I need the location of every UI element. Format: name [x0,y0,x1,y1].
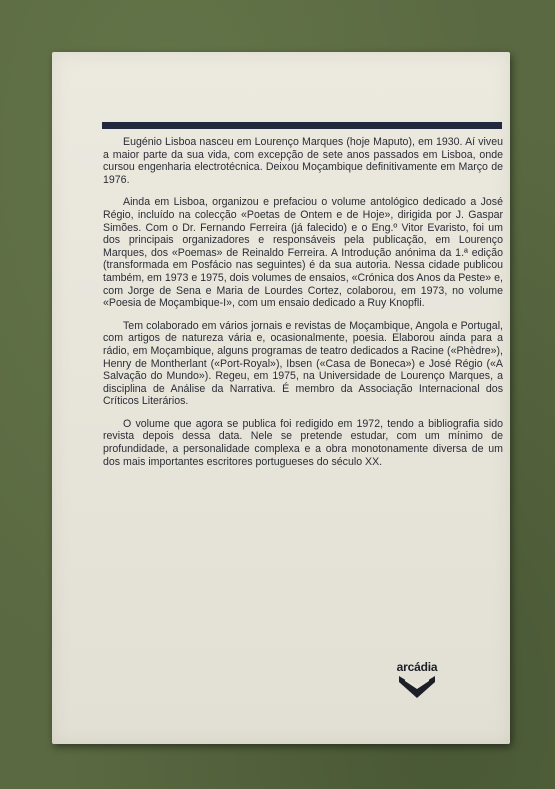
blurb-text [103,136,503,478]
book-back-cover [52,52,510,744]
paragraph-editorial-work: Ainda em Lisboa, organizou e prefaciou o volume antológico dedicado a José Régio, incluído na colecção «Poetas de Ontem e de Hoje», dirigida por J. Gaspar Simões. Com o Dr. Fernando Ferreira (já falecido) e o Eng.º Vitor Evaristo, foi um dos principais organizadores e responsáveis pela publicação, em Lourenço Marques, dos «Poemas» de Reinaldo Ferreira. A Introdução anónima da 1.ª edição (transformada em Posfácio nas seguintes) é da sua autoria. Nessa cidade publicou também, em 1973 e 1975, dois volumes de ensaios, «Crónica dos Anos da Peste» e, com Jorge de Sena e Maria de Lourdes Cortez, colaborou, em 1973, no volume «Poesia de Moçambique-I», com um ensaio dedicado a Ruy Knopfli. [103,196,503,310]
arcadia-chevron-logo-icon [399,676,435,698]
paragraph-collaborations: Tem colaborado em vários jornais e revistas de Moçambique, Angola e Portugal, com artigos de natureza vária e, ocasionalmente, poesia. Elaborou ainda para a rádio, em Moçambique, alguns programas de teatro dedicados a Racine («Phèdre»), Henry de Montherlant («Port-Royal»), Ibsen («Casa de Boneca») e José Régio («A Salvação do Mundo»). Regeu, em 1975, na Universidade de Lourenço Marques, a disciplina de Análise da Narrativa. É membro da Associação Internacional dos Críticos Literários. [103,319,503,408]
paragraph-biography: Eugénio Lisboa nasceu em Lourenço Marques (hoje Maputo), em 1930. Aí viveu a maior parte da sua vida, com excepção de sete anos passados em Lisboa, onde cursou engenharia electrotécnica. Deixou Moçambique definitivamente em Março de 1976. [103,136,503,186]
paragraph-volume-description: O volume que agora se publica foi redigido em 1972, tendo a bibliografia sido revista depois dessa data. Nele se pretende estudar, com um mínimo de profundidade, a personalidade complexa e a obra monotonamente diversa de um dos mais importantes escritores portugueses do século XX. [103,417,503,468]
publisher-logo [392,660,442,710]
publisher-logo-text: arcádia [396,660,438,674]
top-rule [102,122,502,129]
